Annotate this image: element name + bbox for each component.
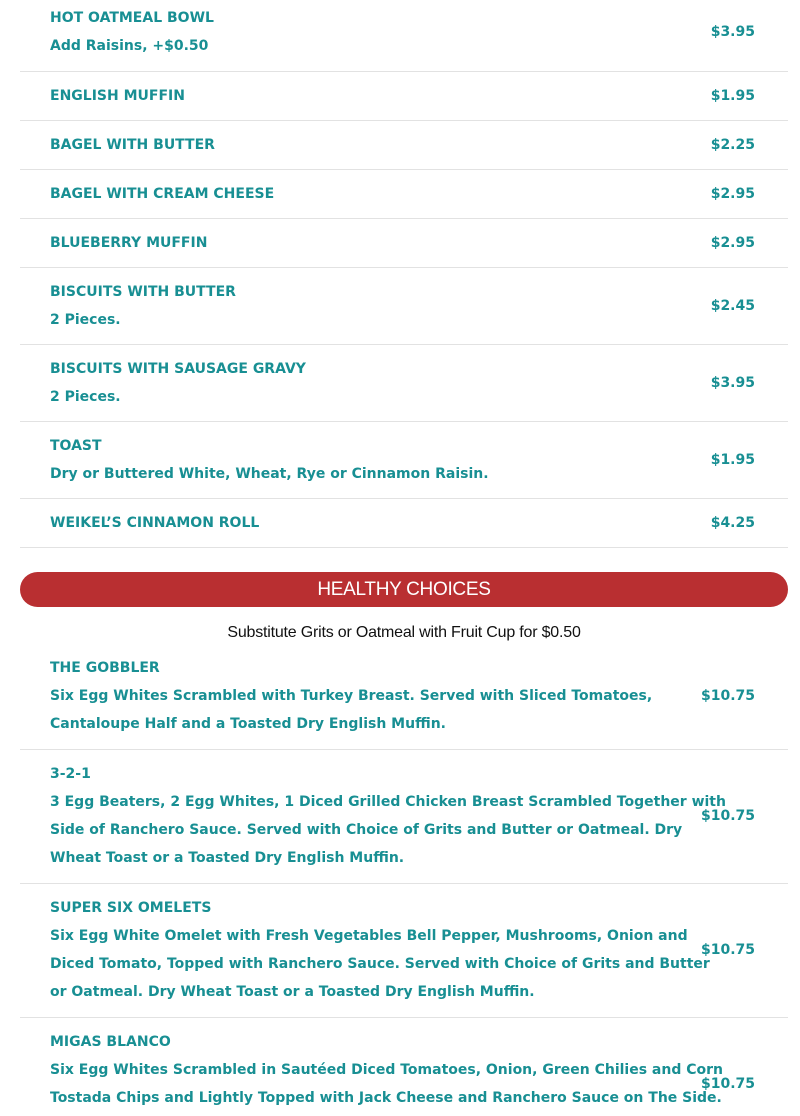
menu-item-description-line: Six Egg Whites Scrambled with Turkey Breast. Served with Sliced Tomatoes,: [50, 688, 653, 704]
menu-item-price: $10.75: [700, 1076, 755, 1092]
menu-item: [20, 121, 788, 170]
menu-item-description: Dry or Buttered White, Wheat, Rye or Cinnamon Raisin.: [50, 466, 489, 482]
menu-item: [20, 345, 788, 422]
menu-item-description-line: Six Egg Whites Scrambled in Sautéed Diced Tomatoes, Onion, Green Chilies and Corn: [50, 1062, 723, 1078]
menu-item-name: BLUEBERRY MUFFIN: [50, 235, 208, 251]
menu-item: [20, 499, 788, 548]
menu-item-description-line: Cantaloupe Half and a Toasted Dry English Muffin.: [50, 716, 446, 732]
menu-item: [20, 170, 788, 219]
menu-item: [20, 656, 788, 750]
menu-item-price: $1.95: [710, 452, 755, 468]
menu-item-name: BAGEL WITH CREAM CHEESE: [50, 186, 275, 202]
menu-item: [20, 72, 788, 121]
menu-item-price: $3.95: [710, 375, 755, 391]
menu-item-price: $1.95: [710, 88, 755, 104]
menu-item-description-line: Side of Ranchero Sauce. Served with Choice of Grits and Butter or Oatmeal. Dry: [50, 822, 683, 838]
menu-item-name: 3-2-1: [50, 766, 91, 782]
menu-item-description-line: or Oatmeal. Dry Wheat Toast or a Toasted Dry English Muffin.: [50, 984, 535, 1000]
menu-item-price: $10.75: [700, 808, 755, 824]
menu-item-name: SUPER SIX OMELETS: [50, 900, 212, 916]
menu-item: [20, 1018, 788, 1116]
menu-item-description-line: Six Egg White Omelet with Fresh Vegetables Bell Pepper, Mushrooms, Onion and: [50, 928, 688, 944]
menu-item-name: BISCUITS WITH SAUSAGE GRAVY: [50, 361, 306, 377]
menu-item-description: 2 Pieces.: [50, 389, 121, 405]
menu-item-name: MIGAS BLANCO: [50, 1034, 171, 1050]
menu-item-description-line: Wheat Toast or a Toasted Dry English Muffin.: [50, 850, 405, 866]
menu-item-price: $2.45: [710, 298, 755, 314]
breakfast-menu-list: [20, 0, 788, 548]
menu-item-price: $10.75: [700, 942, 755, 958]
menu-item: [20, 422, 788, 499]
menu-item-description: 2 Pieces.: [50, 312, 121, 328]
menu-item-name: BAGEL WITH BUTTER: [50, 137, 215, 153]
healthy-choices-banner: HEALTHY CHOICES: [20, 572, 788, 607]
menu-item: [20, 268, 788, 345]
menu-item-price: $10.75: [700, 688, 755, 704]
menu-item: [20, 0, 788, 72]
menu-item-description: Add Raisins, +$0.50: [50, 38, 209, 54]
menu-item-name: THE GOBBLER: [50, 660, 160, 676]
menu-item-name: BISCUITS WITH BUTTER: [50, 284, 236, 300]
menu-item: [20, 750, 788, 884]
menu-item-name: TOAST: [50, 438, 102, 454]
menu-item-price: $2.95: [710, 186, 755, 202]
menu-item-name: ENGLISH MUFFIN: [50, 88, 185, 104]
menu-item-description-line: Diced Tomato, Topped with Ranchero Sauce. Served with Choice of Grits and Butter: [50, 956, 710, 972]
menu-item-description-line: 3 Egg Beaters, 2 Egg Whites, 1 Diced Grilled Chicken Breast Scrambled Together with: [50, 794, 726, 810]
menu-item-price: $4.25: [710, 515, 755, 531]
menu-item-name: HOT OATMEAL BOWL: [50, 10, 214, 26]
menu-item: [20, 219, 788, 268]
menu-item-price: $3.95: [710, 24, 755, 40]
menu-item-price: $2.95: [710, 235, 755, 251]
menu-item: [20, 884, 788, 1018]
menu-item-price: $2.25: [710, 137, 755, 153]
menu-item-name: WEIKEL’S CINNAMON ROLL: [50, 515, 260, 531]
menu-item-description-line: Tostada Chips and Lightly Topped with Jack Cheese and Ranchero Sauce on The Side.: [50, 1090, 722, 1106]
healthy-menu-list: [20, 656, 788, 1116]
substitution-note: Substitute Grits or Oatmeal with Fruit Cup for $0.50: [227, 624, 581, 641]
